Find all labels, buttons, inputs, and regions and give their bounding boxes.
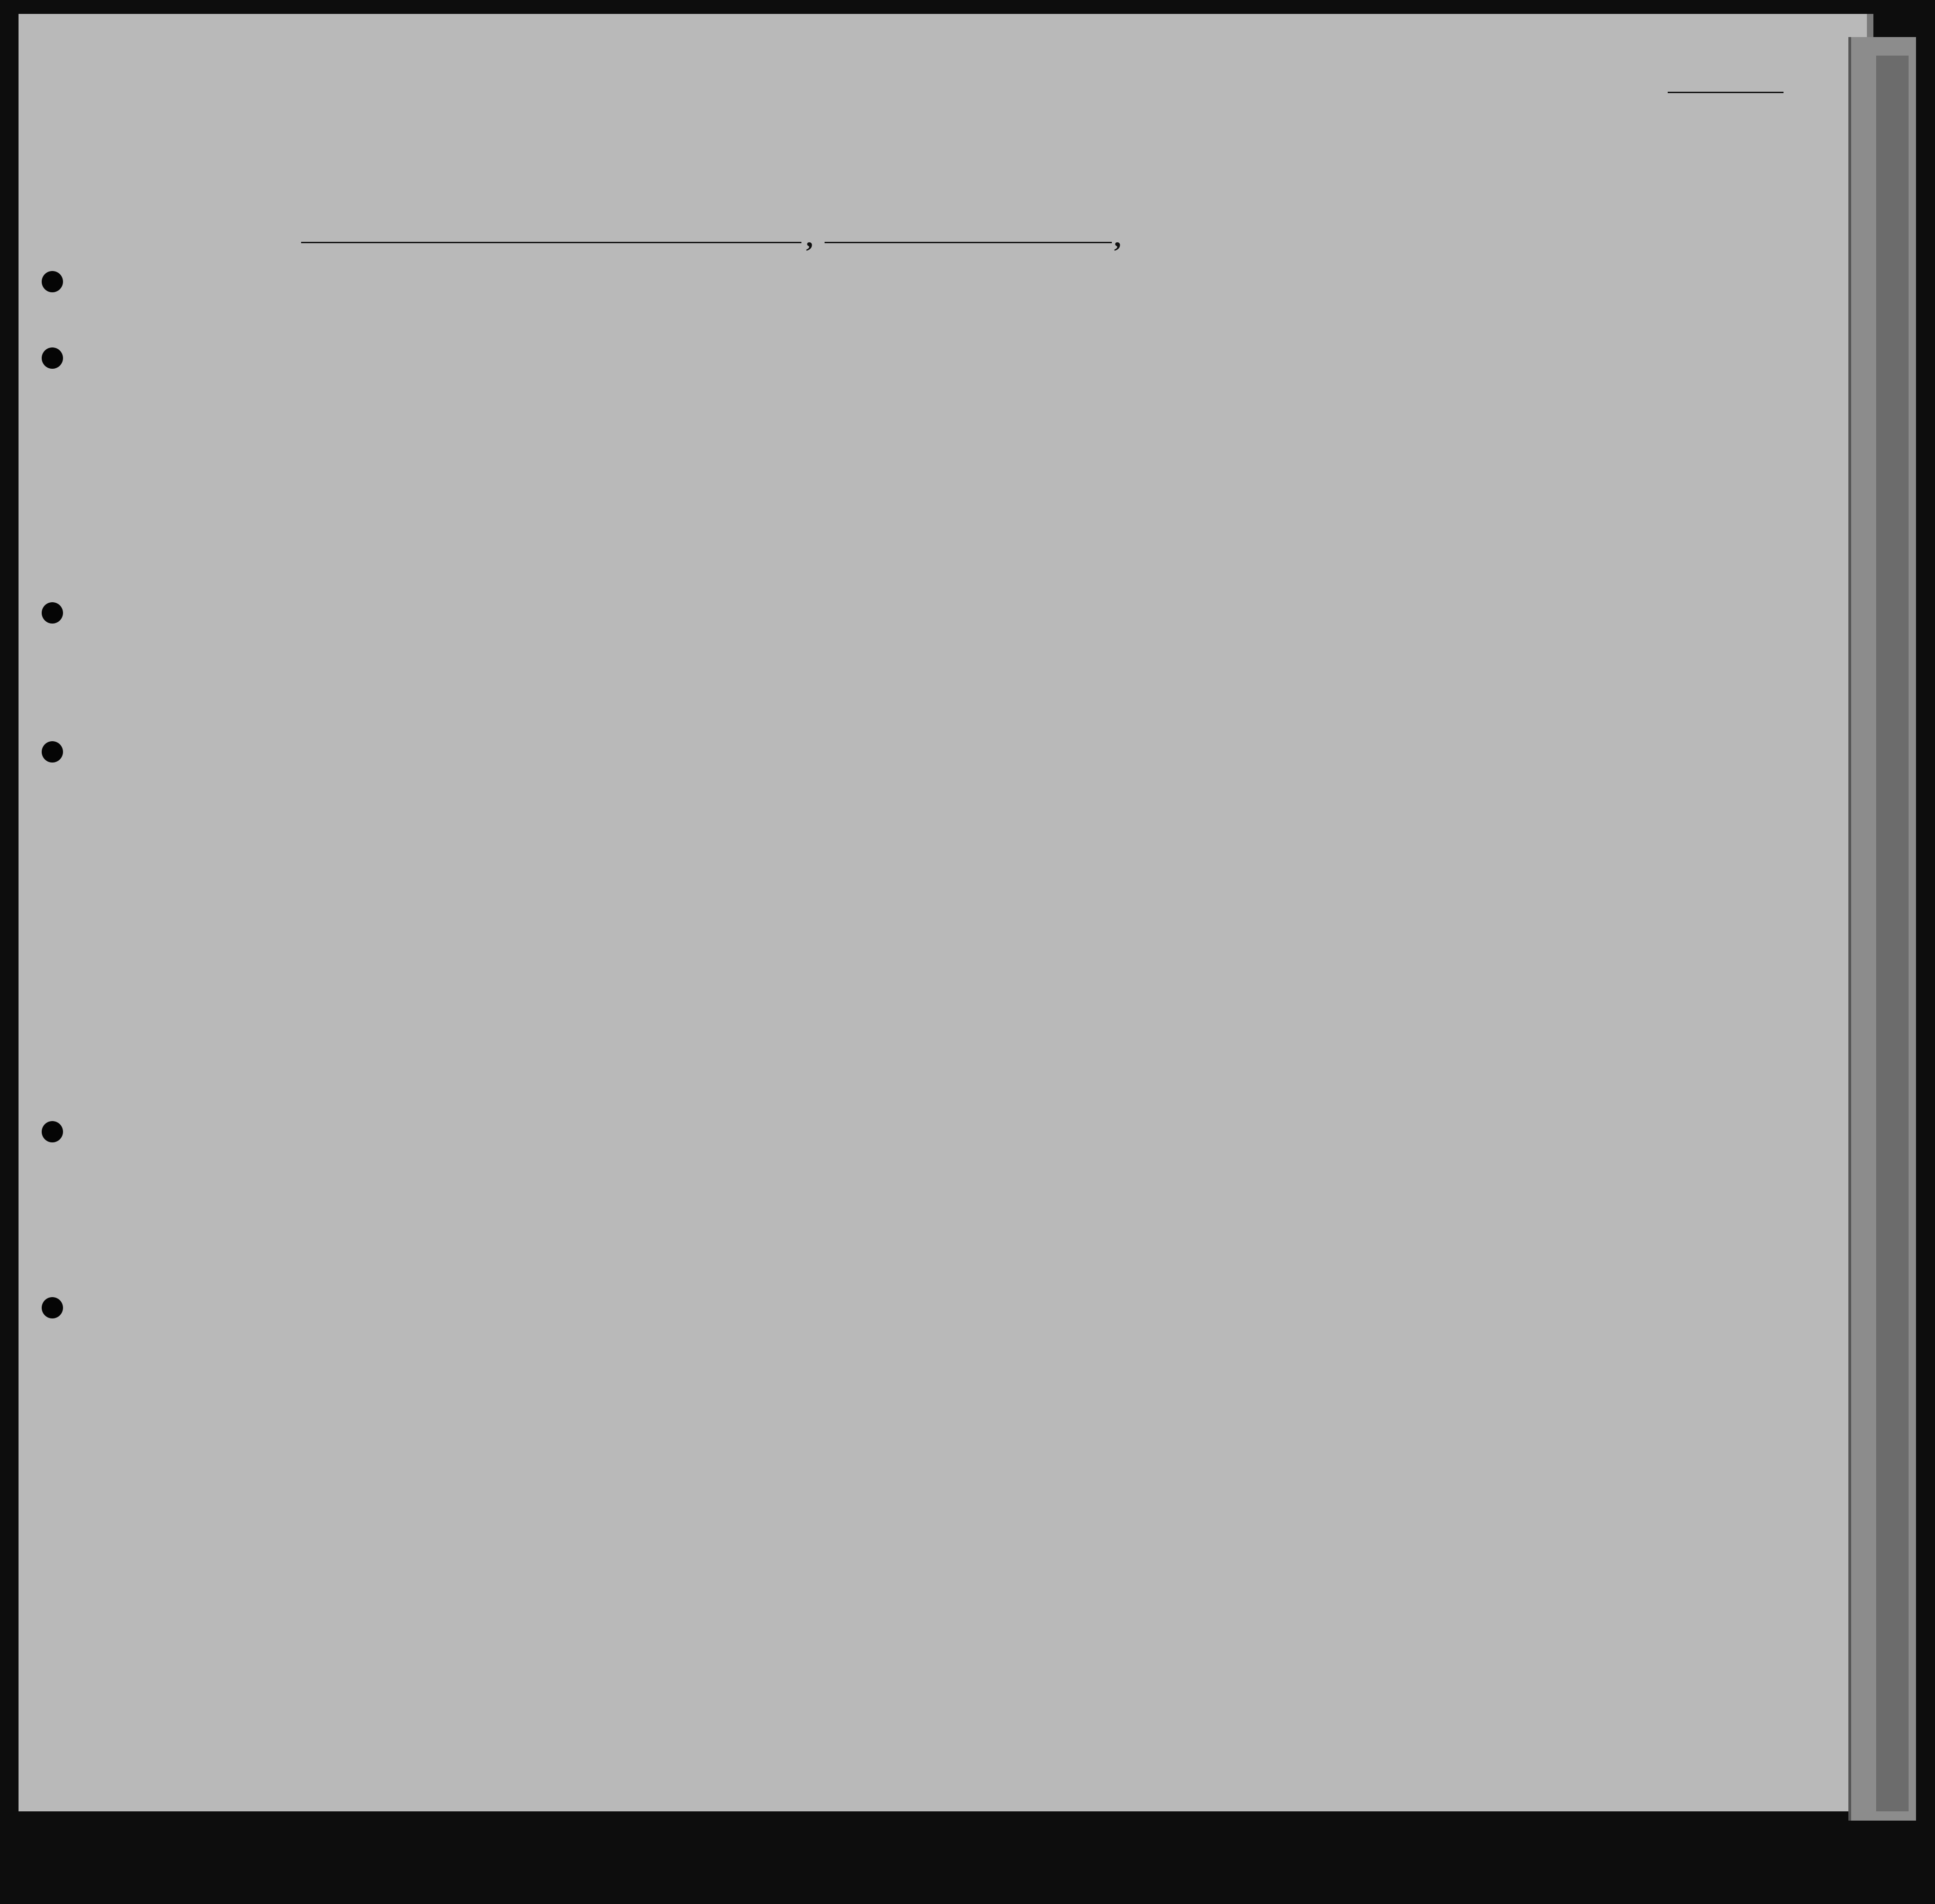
header-deported <box>1387 306 1406 435</box>
header-offer <box>1336 301 1364 435</box>
comma: , <box>806 222 813 252</box>
comma: , <box>1114 222 1121 252</box>
header-purpose-c <box>1180 315 1194 435</box>
header-purpose-a <box>1061 315 1079 435</box>
header-belief <box>1297 301 1325 435</box>
header-prison <box>1216 301 1237 435</box>
